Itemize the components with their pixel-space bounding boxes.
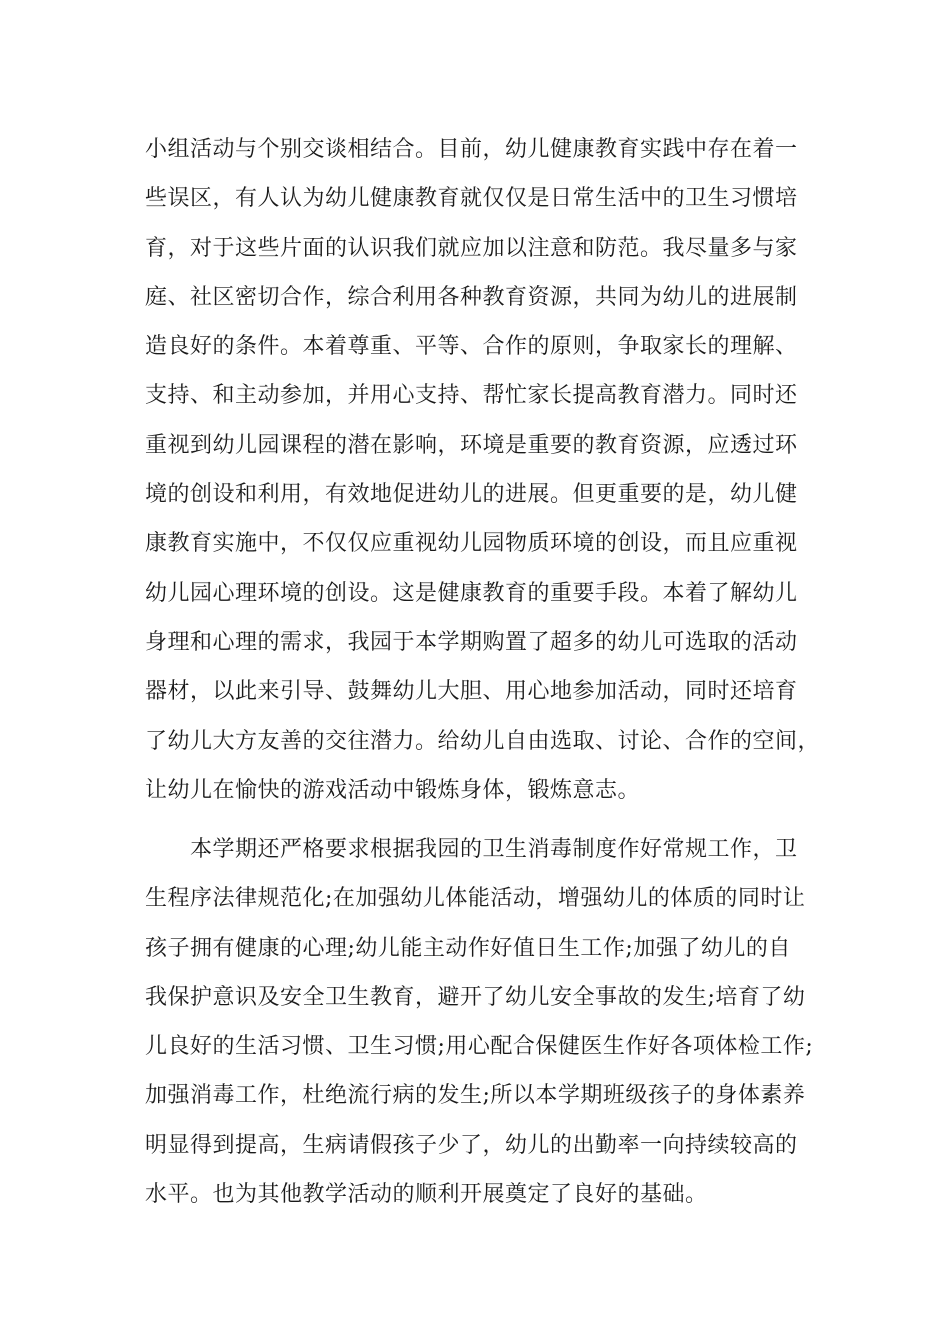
text-line: 儿良好的生活习惯、卫生习惯;用心配合保健医生作好各项体检工作; (145, 1034, 814, 1060)
text-line: 生程序法律规范化;在加强幼儿体能活动，增强幼儿的体质的同时让 (145, 886, 806, 912)
text-line: 康教育实施中，不仅仅应重视幼儿园物质环境的创设，而且应重视 (145, 531, 798, 557)
text-line: 孩子拥有健康的心理;幼儿能主动作好值日生工作;加强了幼儿的自 (145, 935, 791, 961)
text-line: 身理和心理的需求，我园于本学期购置了超多的幼儿可选取的活动 (145, 629, 798, 655)
text-line: 加强消毒工作，杜绝流行病的发生;所以本学期班级孩子的身体素养 (145, 1083, 806, 1109)
text-line: 器材，以此来引导、鼓舞幼儿大胆、用心地参加活动，同时还培育 (145, 679, 798, 705)
text-line: 了幼儿大方友善的交往潜力。给幼儿自由选取、讨论、合作的空间， (145, 728, 821, 754)
text-line: 支持、和主动参加，并用心支持、帮忙家长提高教育潜力。同时还 (145, 383, 798, 409)
text-line: 小组活动与个别交谈相结合。目前，幼儿健康教育实践中存在着一 (145, 137, 798, 162)
paragraph-2 (145, 825, 825, 1219)
text-line: 重视到幼儿园课程的潜在影响，环境是重要的教育资源，应透过环 (145, 432, 798, 458)
text-line: 幼儿园心理环境的创设。这是健康教育的重要手段。本着了解幼儿 (145, 580, 798, 606)
text-line: 明显得到提高，生病请假孩子少了，幼儿的出勤率一向持续较高的 (145, 1132, 798, 1158)
text-line: 水平。也为其他教学活动的顺利开展奠定了良好的基础。 (145, 1182, 708, 1208)
text-line: 境的创设和利用，有效地促进幼儿的进展。但更重要的是，幼儿健 (145, 482, 798, 508)
text-line: 让幼儿在愉快的游戏活动中锻炼身体，锻炼意志。 (145, 777, 641, 803)
text-line: 我保护意识及安全卫生教育，避开了幼儿安全事故的发生;培育了幼 (145, 984, 806, 1010)
text-line: 育，对于这些片面的认识我们就应加以注意和防范。我尽量多与家 (145, 235, 798, 261)
text-line: 本学期还严格要求根据我园的卫生消毒制度作好常规工作，卫 (190, 837, 798, 862)
text-line: 些误区，有人认为幼儿健康教育就仅仅是日常生活中的卫生习惯培 (145, 186, 798, 212)
text-line: 庭、社区密切合作，综合利用各种教育资源，共同为幼儿的进展制 (145, 284, 798, 310)
text-line: 造良好的条件。本着尊重、平等、合作的原则，争取家长的理解、 (145, 334, 798, 360)
paragraph-1 (145, 125, 825, 815)
